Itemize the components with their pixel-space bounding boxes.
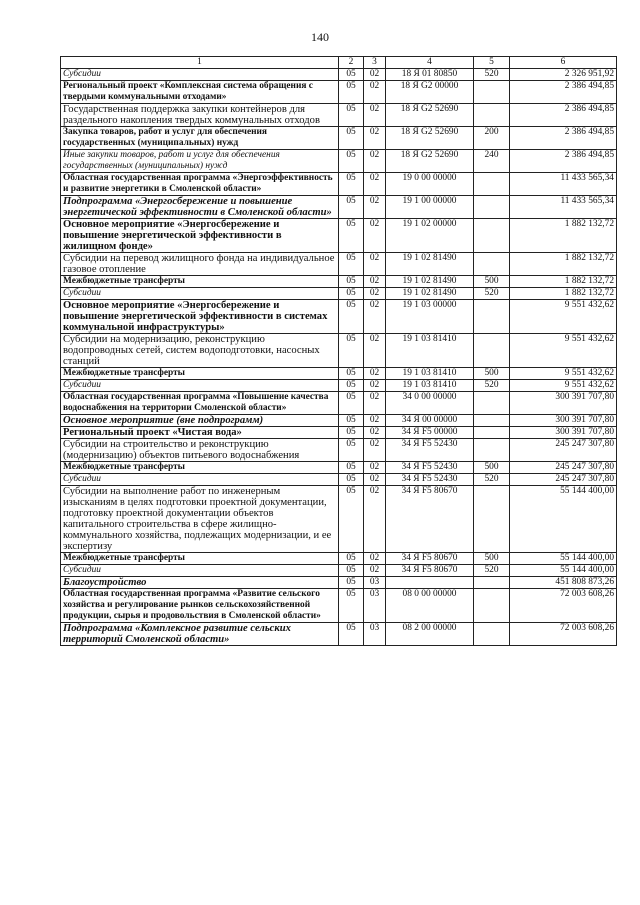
expense-type-cell: 520 <box>474 69 510 81</box>
expense-type-cell <box>474 253 510 276</box>
subsection-code-cell: 02 <box>364 276 386 288</box>
amount-cell: 451 808 873,26 <box>510 577 617 589</box>
target-article-cell: 19 1 03 81410 <box>386 334 474 368</box>
subsection-code-cell: 02 <box>364 104 386 127</box>
expense-type-cell: 520 <box>474 288 510 300</box>
subsection-code-cell: 02 <box>364 415 386 427</box>
target-article-cell: 34 Я F5 52430 <box>386 439 474 462</box>
section-code-cell: 05 <box>339 462 364 474</box>
subsection-code-cell: 02 <box>364 486 386 553</box>
expense-type-cell <box>474 415 510 427</box>
target-article-cell: 18 Я G2 52690 <box>386 104 474 127</box>
expense-type-cell <box>474 196 510 219</box>
section-code-cell: 05 <box>339 589 364 623</box>
budget-table <box>60 56 617 646</box>
amount-cell: 55 144 400,00 <box>510 565 617 577</box>
expense-type-cell: 500 <box>474 368 510 380</box>
subsection-code-cell: 02 <box>364 334 386 368</box>
subsection-code-cell: 03 <box>364 623 386 646</box>
column-header: 4 <box>386 57 474 69</box>
target-article-cell: 18 Я 01 80850 <box>386 69 474 81</box>
amount-cell: 55 144 400,00 <box>510 486 617 553</box>
subsection-code-cell: 03 <box>364 577 386 589</box>
amount-cell: 1 882 132,72 <box>510 288 617 300</box>
section-code-cell: 05 <box>339 486 364 553</box>
subsection-code-cell: 02 <box>364 127 386 150</box>
row-name-cell: Субсидии на перевод жилищного фонда на индивидуальное газовое отопление <box>61 253 339 276</box>
expense-type-cell <box>474 486 510 553</box>
amount-cell: 2 386 494,85 <box>510 127 617 150</box>
target-article-cell: 19 1 03 00000 <box>386 300 474 334</box>
section-code-cell: 05 <box>339 276 364 288</box>
table-row <box>61 486 617 553</box>
row-name-cell: Государственная поддержка закупки контейнеров для раздельного накопления твердых коммунальных отходов <box>61 104 339 127</box>
section-code-cell: 05 <box>339 81 364 104</box>
section-code-cell: 05 <box>339 334 364 368</box>
subsection-code-cell: 02 <box>364 196 386 219</box>
subsection-code-cell: 02 <box>364 462 386 474</box>
row-name-cell: Межбюджетные трансферты <box>61 368 339 380</box>
table-row <box>61 589 617 623</box>
amount-cell: 9 551 432,62 <box>510 380 617 392</box>
amount-cell: 11 433 565,34 <box>510 196 617 219</box>
table-row <box>61 104 617 127</box>
target-article-cell: 34 0 00 00000 <box>386 392 474 415</box>
row-name-cell: Областная государственная программа «Повышение качества водоснабжения на территории Смоленской области» <box>61 392 339 415</box>
table-row <box>61 392 617 415</box>
expense-type-cell <box>474 334 510 368</box>
subsection-code-cell: 02 <box>364 69 386 81</box>
table-row <box>61 427 617 439</box>
table-row <box>61 196 617 219</box>
table-row <box>61 565 617 577</box>
row-name-cell: Субсидии <box>61 288 339 300</box>
row-name-cell: Областная государственная программа «Энергоэффективность и развитие энергетики в Смоленской области» <box>61 173 339 196</box>
page-number: 140 <box>311 30 329 44</box>
expense-type-cell <box>474 104 510 127</box>
expense-type-cell: 520 <box>474 380 510 392</box>
table-row <box>61 173 617 196</box>
table-header-row <box>61 57 617 69</box>
expense-type-cell <box>474 392 510 415</box>
expense-type-cell <box>474 589 510 623</box>
row-name-cell: Областная государственная программа «Развитие сельского хозяйства и регулирование рынков сельскохозяйственной продукции, сырья и продовольствия в Смоленской области» <box>61 589 339 623</box>
row-name-cell: Субсидии на выполнение работ по инженерным изысканиям в целях подготовки проектной документации, подготовку проектной документации объектов капитального строительства в сфере жилищно-коммунального хозяйства, подлежащих модернизации, и ее экспертизу <box>61 486 339 553</box>
expense-type-cell <box>474 623 510 646</box>
column-header: 3 <box>364 57 386 69</box>
amount-cell: 72 003 608,26 <box>510 623 617 646</box>
amount-cell: 300 391 707,80 <box>510 427 617 439</box>
expense-type-cell <box>474 81 510 104</box>
target-article-cell: 34 Я F5 80670 <box>386 486 474 553</box>
row-name-cell: Межбюджетные трансферты <box>61 462 339 474</box>
section-code-cell: 05 <box>339 253 364 276</box>
row-name-cell: Субсидии на модернизацию, реконструкцию водопроводных сетей, систем водоподготовки, насосных станций <box>61 334 339 368</box>
expense-type-cell: 520 <box>474 474 510 486</box>
target-article-cell: 19 1 03 81410 <box>386 368 474 380</box>
target-article-cell: 34 Я 00 00000 <box>386 415 474 427</box>
amount-cell: 245 247 307,80 <box>510 439 617 462</box>
section-code-cell: 05 <box>339 623 364 646</box>
row-name-cell: Иные закупки товаров, работ и услуг для обеспечения государственных (муниципальных) нужд <box>61 150 339 173</box>
table-row <box>61 623 617 646</box>
section-code-cell: 05 <box>339 565 364 577</box>
row-name-cell: Основное мероприятие «Энергосбережение и повышение энергетической эффективности в жилищном фонде» <box>61 219 339 253</box>
column-header: 2 <box>339 57 364 69</box>
table-row <box>61 150 617 173</box>
amount-cell: 1 882 132,72 <box>510 276 617 288</box>
subsection-code-cell: 02 <box>364 474 386 486</box>
target-article-cell: 19 0 00 00000 <box>386 173 474 196</box>
subsection-code-cell: 02 <box>364 380 386 392</box>
row-name-cell: Закупка товаров, работ и услуг для обеспечения государственных (муниципальных) нужд <box>61 127 339 150</box>
table-row <box>61 253 617 276</box>
row-name-cell: Основное мероприятие (вне подпрограмм) <box>61 415 339 427</box>
table-row <box>61 276 617 288</box>
row-name-cell: Благоустройство <box>61 577 339 589</box>
row-name-cell: Субсидии <box>61 565 339 577</box>
amount-cell: 2 326 951,92 <box>510 69 617 81</box>
section-code-cell: 05 <box>339 577 364 589</box>
expense-type-cell: 520 <box>474 565 510 577</box>
section-code-cell: 05 <box>339 553 364 565</box>
expense-type-cell: 240 <box>474 150 510 173</box>
expense-type-cell: 200 <box>474 127 510 150</box>
table-row <box>61 577 617 589</box>
target-article-cell: 18 Я G2 52690 <box>386 150 474 173</box>
amount-cell: 9 551 432,62 <box>510 334 617 368</box>
table-row <box>61 439 617 462</box>
table-row <box>61 219 617 253</box>
section-code-cell: 05 <box>339 415 364 427</box>
subsection-code-cell: 03 <box>364 589 386 623</box>
expense-type-cell <box>474 427 510 439</box>
amount-cell: 9 551 432,62 <box>510 300 617 334</box>
section-code-cell: 05 <box>339 219 364 253</box>
table-row <box>61 69 617 81</box>
section-code-cell: 05 <box>339 392 364 415</box>
section-code-cell: 05 <box>339 69 364 81</box>
row-name-cell: Основное мероприятие «Энергосбережение и повышение энергетической эффективности в системах коммунальной инфраструктуры» <box>61 300 339 334</box>
expense-type-cell: 500 <box>474 553 510 565</box>
subsection-code-cell: 02 <box>364 81 386 104</box>
amount-cell: 2 386 494,85 <box>510 104 617 127</box>
target-article-cell: 19 1 02 81490 <box>386 276 474 288</box>
row-name-cell: Подпрограмма «Энергосбережение и повышение энергетической эффективности в Смоленской области» <box>61 196 339 219</box>
row-name-cell: Субсидии <box>61 380 339 392</box>
target-article-cell: 34 Я F5 52430 <box>386 462 474 474</box>
subsection-code-cell: 02 <box>364 427 386 439</box>
amount-cell: 2 386 494,85 <box>510 81 617 104</box>
table-row <box>61 462 617 474</box>
row-name-cell: Региональный проект «Комплексная система обращения с твердыми коммунальными отходами» <box>61 81 339 104</box>
column-header: 6 <box>510 57 617 69</box>
section-code-cell: 05 <box>339 368 364 380</box>
row-name-cell: Региональный проект «Чистая вода» <box>61 427 339 439</box>
table-row <box>61 368 617 380</box>
expense-type-cell: 500 <box>474 276 510 288</box>
subsection-code-cell: 02 <box>364 300 386 334</box>
amount-cell: 1 882 132,72 <box>510 253 617 276</box>
subsection-code-cell: 02 <box>364 288 386 300</box>
section-code-cell: 05 <box>339 300 364 334</box>
row-name-cell: Подпрограмма «Комплексное развитие сельских территорий Смоленской области» <box>61 623 339 646</box>
amount-cell: 55 144 400,00 <box>510 553 617 565</box>
section-code-cell: 05 <box>339 380 364 392</box>
expense-type-cell <box>474 300 510 334</box>
section-code-cell: 05 <box>339 104 364 127</box>
subsection-code-cell: 02 <box>364 173 386 196</box>
row-name-cell: Субсидии <box>61 69 339 81</box>
target-article-cell: 18 Я G2 52690 <box>386 127 474 150</box>
table-row <box>61 474 617 486</box>
table-row <box>61 300 617 334</box>
column-header: 1 <box>61 57 339 69</box>
expense-type-cell <box>474 577 510 589</box>
amount-cell: 245 247 307,80 <box>510 474 617 486</box>
amount-cell: 300 391 707,80 <box>510 415 617 427</box>
section-code-cell: 05 <box>339 150 364 173</box>
target-article-cell: 34 Я F5 00000 <box>386 427 474 439</box>
table-body <box>61 69 617 646</box>
section-code-cell: 05 <box>339 474 364 486</box>
column-header: 5 <box>474 57 510 69</box>
section-code-cell: 05 <box>339 127 364 150</box>
section-code-cell: 05 <box>339 196 364 219</box>
target-article-cell: 34 Я F5 52430 <box>386 474 474 486</box>
target-article-cell: 19 1 03 81410 <box>386 380 474 392</box>
subsection-code-cell: 02 <box>364 368 386 380</box>
expense-type-cell <box>474 439 510 462</box>
subsection-code-cell: 02 <box>364 150 386 173</box>
target-article-cell: 19 1 02 81490 <box>386 253 474 276</box>
expense-type-cell <box>474 173 510 196</box>
target-article-cell: 18 Я G2 00000 <box>386 81 474 104</box>
target-article-cell: 19 1 00 00000 <box>386 196 474 219</box>
amount-cell: 245 247 307,80 <box>510 462 617 474</box>
row-name-cell: Межбюджетные трансферты <box>61 553 339 565</box>
amount-cell: 300 391 707,80 <box>510 392 617 415</box>
table-row <box>61 380 617 392</box>
subsection-code-cell: 02 <box>364 553 386 565</box>
amount-cell: 1 882 132,72 <box>510 219 617 253</box>
subsection-code-cell: 02 <box>364 219 386 253</box>
amount-cell: 2 386 494,85 <box>510 150 617 173</box>
subsection-code-cell: 02 <box>364 253 386 276</box>
table-row <box>61 81 617 104</box>
subsection-code-cell: 02 <box>364 565 386 577</box>
target-article-cell: 34 Я F5 80670 <box>386 553 474 565</box>
row-name-cell: Межбюджетные трансферты <box>61 276 339 288</box>
section-code-cell: 05 <box>339 427 364 439</box>
table-row <box>61 553 617 565</box>
target-article-cell: 08 2 00 00000 <box>386 623 474 646</box>
table-row <box>61 334 617 368</box>
amount-cell: 9 551 432,62 <box>510 368 617 380</box>
table-row <box>61 127 617 150</box>
row-name-cell: Субсидии на строительство и реконструкцию (модернизацию) объектов питьевого водоснабжения <box>61 439 339 462</box>
target-article-cell: 19 1 02 81490 <box>386 288 474 300</box>
subsection-code-cell: 02 <box>364 392 386 415</box>
section-code-cell: 05 <box>339 173 364 196</box>
section-code-cell: 05 <box>339 439 364 462</box>
expense-type-cell <box>474 219 510 253</box>
target-article-cell <box>386 577 474 589</box>
target-article-cell: 08 0 00 00000 <box>386 589 474 623</box>
target-article-cell: 34 Я F5 80670 <box>386 565 474 577</box>
subsection-code-cell: 02 <box>364 439 386 462</box>
section-code-cell: 05 <box>339 288 364 300</box>
row-name-cell: Субсидии <box>61 474 339 486</box>
table-row <box>61 288 617 300</box>
expense-type-cell: 500 <box>474 462 510 474</box>
amount-cell: 11 433 565,34 <box>510 173 617 196</box>
target-article-cell: 19 1 02 00000 <box>386 219 474 253</box>
amount-cell: 72 003 608,26 <box>510 589 617 623</box>
table-row <box>61 415 617 427</box>
